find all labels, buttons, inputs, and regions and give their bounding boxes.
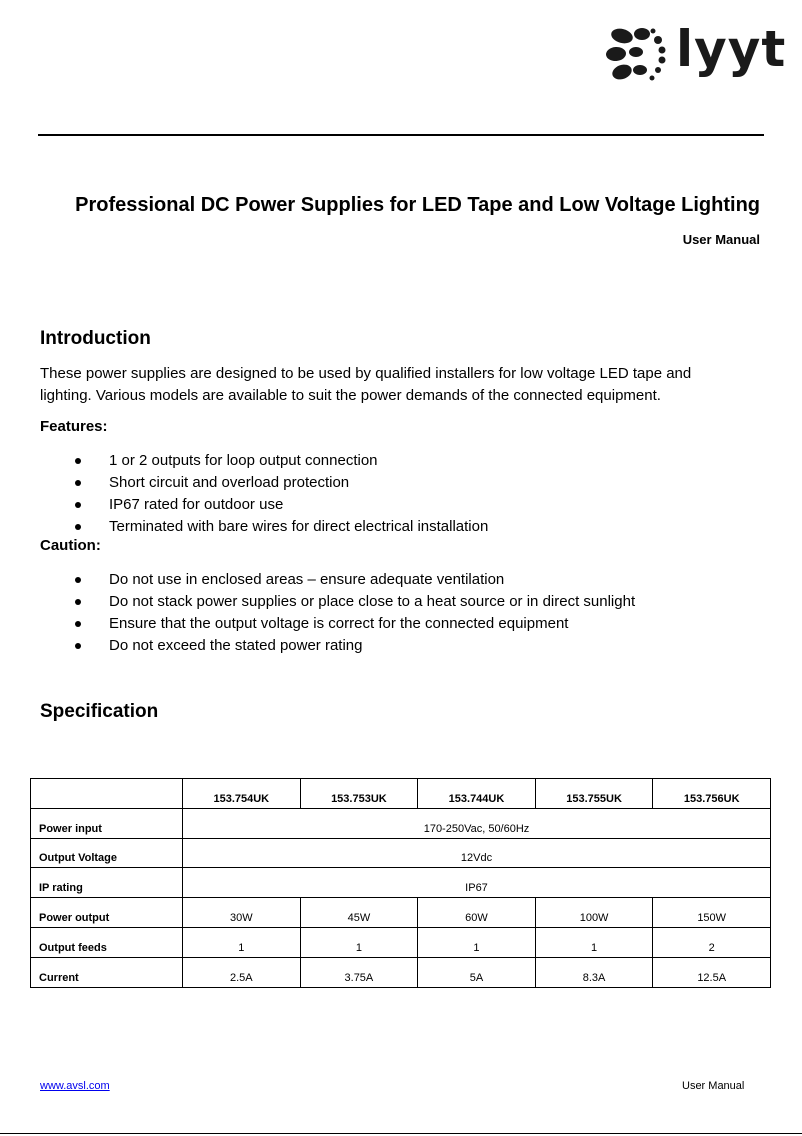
model-header: 153.756UK <box>653 779 771 809</box>
table-cell: 2 <box>653 927 771 957</box>
bullet-icon <box>75 621 81 627</box>
row-label: Power output <box>31 898 183 928</box>
brand-logo <box>606 20 787 86</box>
list-item: Short circuit and overload protection <box>40 472 488 494</box>
table-cell: 2.5A <box>183 957 301 987</box>
table-cell: 30W <box>183 898 301 928</box>
bullet-icon <box>75 599 81 605</box>
introduction-paragraph <box>40 363 740 407</box>
specification-heading: Specification <box>40 701 159 722</box>
list-item: Do not exceed the stated power rating <box>40 635 635 657</box>
table-header-row <box>31 779 771 809</box>
introduction-line: lighting. Various models are available to suit the power demands of the connected equipment. <box>40 387 661 404</box>
row-label: Output Voltage <box>31 838 183 868</box>
features-label: Features: <box>40 418 108 435</box>
table-cell: 45W <box>300 898 418 928</box>
table-cell: 60W <box>418 898 536 928</box>
table-row <box>31 898 771 928</box>
table-row <box>31 808 771 838</box>
table-cell: 100W <box>535 898 653 928</box>
row-label: IP rating <box>31 868 183 898</box>
bullet-icon <box>75 480 81 486</box>
model-header: 153.753UK <box>300 779 418 809</box>
table-cell: 3.75A <box>300 957 418 987</box>
table-cell: IP67 <box>183 868 771 898</box>
list-item: Ensure that the output voltage is correct for the connected equipment <box>40 613 635 635</box>
header-divider <box>38 134 764 136</box>
table-row <box>31 838 771 868</box>
table-cell: 5A <box>418 957 536 987</box>
bullet-icon <box>75 577 81 583</box>
introduction-line: These power supplies are designed to be used by qualified installers for low voltage LED tape and <box>40 365 692 382</box>
table-row <box>31 957 771 987</box>
table-cell: 1 <box>183 927 301 957</box>
features-list <box>40 450 488 538</box>
table-cell: 1 <box>535 927 653 957</box>
document-title: Professional DC Power Supplies for LED Tape and Low Voltage Lighting <box>75 194 760 216</box>
caution-list <box>40 569 635 657</box>
logo-wordmark: lyyt <box>676 20 787 78</box>
footer-label: User Manual <box>682 1080 745 1092</box>
table-row <box>31 927 771 957</box>
list-item: Do not stack power supplies or place close to a heat source or in direct sunlight <box>40 591 635 613</box>
table-cell: 1 <box>300 927 418 957</box>
website-link[interactable]: www.avsl.com <box>40 1080 110 1092</box>
list-item: Terminated with bare wires for direct electrical installation <box>40 516 488 538</box>
table-cell: 12.5A <box>653 957 771 987</box>
list-item: Do not use in enclosed areas – ensure adequate ventilation <box>40 569 635 591</box>
document-subtitle: User Manual <box>682 232 760 247</box>
bullet-icon <box>75 502 81 508</box>
model-header: 153.744UK <box>418 779 536 809</box>
model-header: 153.754UK <box>183 779 301 809</box>
bullet-icon <box>75 524 81 530</box>
specification-table <box>30 778 771 988</box>
row-label: Current <box>31 957 183 987</box>
table-cell: 8.3A <box>535 957 653 987</box>
table-cell: 12Vdc <box>183 838 771 868</box>
row-label: Power input <box>31 808 183 838</box>
table-corner-cell <box>31 779 183 809</box>
table-cell: 1 <box>418 927 536 957</box>
model-header: 153.755UK <box>535 779 653 809</box>
row-label: Output feeds <box>31 927 183 957</box>
list-item: 1 or 2 outputs for loop output connection <box>40 450 488 472</box>
caution-label: Caution: <box>40 537 101 554</box>
bullet-icon <box>75 458 81 464</box>
list-item: IP67 rated for outdoor use <box>40 494 488 516</box>
footer-divider <box>0 1133 802 1134</box>
introduction-heading: Introduction <box>40 328 151 349</box>
table-row <box>31 868 771 898</box>
bullet-icon <box>75 643 81 649</box>
table-cell: 170-250Vac, 50/60Hz <box>183 808 771 838</box>
dotted-flower-icon <box>606 26 676 86</box>
table-cell: 150W <box>653 898 771 928</box>
